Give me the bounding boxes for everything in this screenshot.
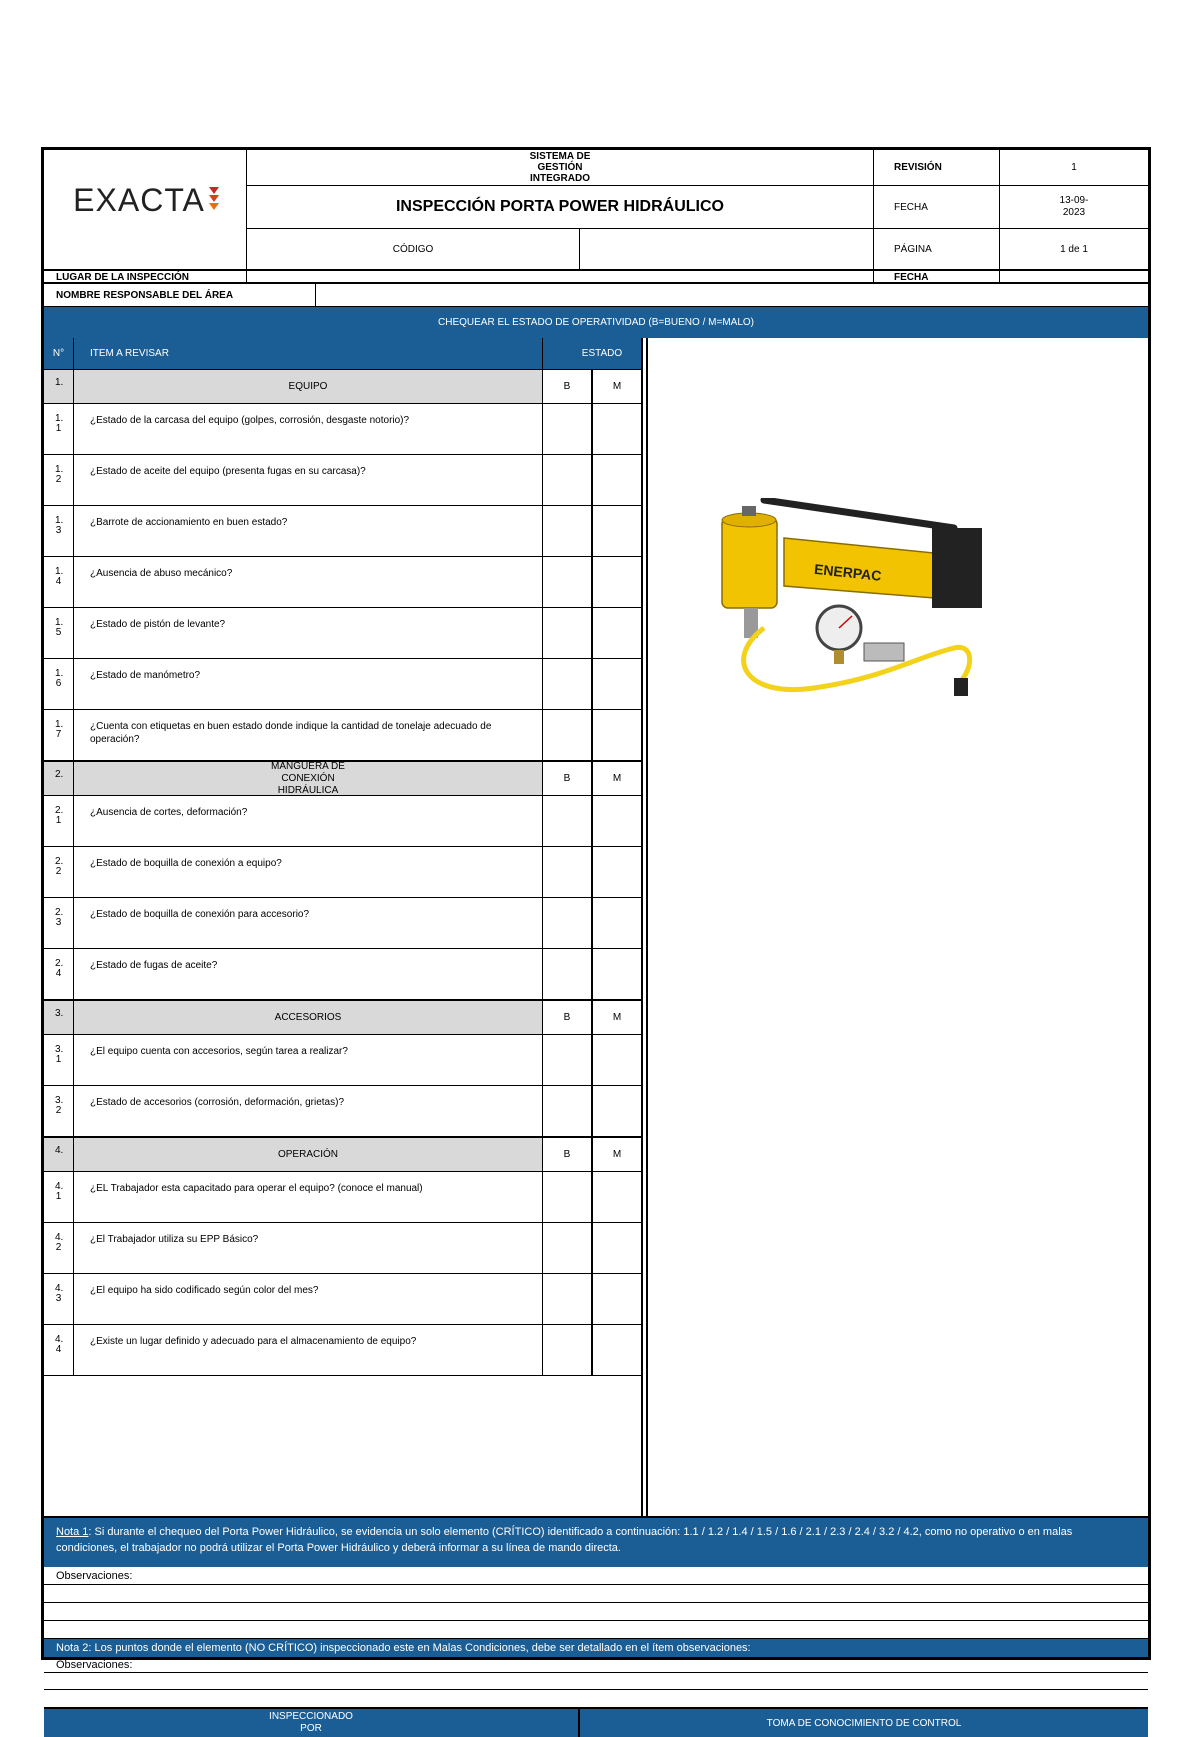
date-label: FECHA	[874, 186, 1000, 229]
status-m-checkbox[interactable]	[592, 1172, 641, 1223]
status-m-checkbox[interactable]	[592, 1086, 641, 1137]
logo-mark-icon	[207, 185, 221, 216]
col-no-header: N°	[44, 338, 74, 369]
item-question: ¿Estado de aceite del equipo (presenta fugas en su carcasa)?	[74, 455, 543, 506]
product-image	[704, 498, 1004, 718]
note-2: Nota 2: Los puntos donde el elemento (NO CRÍTICO) inspeccionado este en Malas Condiciones, debe ser detallado en el ítem observaciones:	[44, 1639, 1148, 1657]
item-number: 1.4	[44, 557, 74, 608]
observations-label: Observaciones:	[44, 1567, 1148, 1585]
col-status-header: ESTADO	[543, 338, 641, 369]
section-b-header: B	[543, 761, 592, 796]
item-number: 4.1	[44, 1172, 74, 1223]
observations-line-2[interactable]	[44, 1603, 1148, 1621]
item-number: 1.2	[44, 455, 74, 506]
system-name: SISTEMA DE GESTIÓN INTEGRADO	[247, 150, 874, 186]
status-m-checkbox[interactable]	[592, 1325, 641, 1376]
page-label: PÁGINA	[874, 229, 1000, 269]
status-b-checkbox[interactable]	[543, 1223, 592, 1274]
enerpac-logo: ENERPAC	[813, 560, 883, 584]
item-number: 1.5	[44, 608, 74, 659]
status-b-checkbox[interactable]	[543, 898, 592, 949]
status-b-checkbox[interactable]	[543, 1325, 592, 1376]
item-question: ¿Estado de fugas de aceite?	[74, 949, 543, 1000]
item-question: ¿Existe un lugar definido y adecuado para el almacenamiento de equipo?	[74, 1325, 543, 1376]
divider	[641, 338, 648, 1516]
item-question: ¿El equipo ha sido codificado según color del mes?	[74, 1274, 543, 1325]
status-m-checkbox[interactable]	[592, 659, 641, 710]
code-label: CÓDIGO	[247, 229, 580, 269]
status-m-checkbox[interactable]	[592, 404, 641, 455]
status-b-checkbox[interactable]	[543, 796, 592, 847]
status-b-checkbox[interactable]	[543, 659, 592, 710]
observations-line-3[interactable]	[44, 1621, 1148, 1639]
section-m-header: M	[592, 1000, 641, 1035]
revision-value: 1	[1000, 150, 1148, 186]
item-question: ¿Barrote de accionamiento en buen estado?	[74, 506, 543, 557]
status-m-checkbox[interactable]	[592, 898, 641, 949]
section-m-header: M	[592, 761, 641, 796]
item-question: ¿Estado de manómetro?	[74, 659, 543, 710]
item-number: 1.3	[44, 506, 74, 557]
logo-text: EXACTA	[73, 181, 205, 218]
status-b-checkbox[interactable]	[543, 1035, 592, 1086]
item-question: ¿Cuenta con etiquetas en buen estado donde indique la cantidad de tonelaje adecuado de operación?	[74, 710, 543, 761]
responsible-label: NOMBRE RESPONSABLE DEL ÁREA	[44, 284, 316, 307]
status-m-checkbox[interactable]	[592, 1223, 641, 1274]
item-question: ¿Estado de pistón de levante?	[74, 608, 543, 659]
item-question: ¿Estado de la carcasa del equipo (golpes, corrosión, desgaste notorio)?	[74, 404, 543, 455]
item-number: 1.7	[44, 710, 74, 761]
item-number: 2.3	[44, 898, 74, 949]
item-number: 3.2	[44, 1086, 74, 1137]
code-value[interactable]	[580, 229, 874, 269]
item-number: 4.3	[44, 1274, 74, 1325]
status-b-checkbox[interactable]	[543, 1172, 592, 1223]
item-number: 2.2	[44, 847, 74, 898]
status-b-checkbox[interactable]	[543, 455, 592, 506]
status-m-checkbox[interactable]	[592, 557, 641, 608]
responsible-field[interactable]	[316, 284, 1148, 307]
status-m-checkbox[interactable]	[592, 608, 641, 659]
section-b-header: B	[543, 369, 592, 404]
section-title: EQUIPO	[74, 369, 543, 404]
inspected-by: INSPECCIONADO POR	[44, 1709, 580, 1737]
item-number: 1.1	[44, 404, 74, 455]
item-question: ¿El equipo cuenta con accesorios, según tarea a realizar?	[74, 1035, 543, 1086]
status-b-checkbox[interactable]	[543, 949, 592, 1000]
item-question: ¿Ausencia de abuso mecánico?	[74, 557, 543, 608]
item-number: 1.6	[44, 659, 74, 710]
acknowledgement: TOMA DE CONOCIMIENTO DE CONTROL	[580, 1709, 1148, 1737]
place-field[interactable]	[247, 271, 874, 284]
observations-2-line-1[interactable]	[44, 1673, 1148, 1690]
col-item-header: ITEM A REVISAR	[74, 338, 543, 369]
note-1	[44, 1516, 1148, 1567]
status-b-checkbox[interactable]	[543, 1274, 592, 1325]
page-value: 1 de 1	[1060, 243, 1088, 255]
status-m-checkbox[interactable]	[592, 710, 641, 761]
item-question: ¿Ausencia de cortes, deformación?	[74, 796, 543, 847]
item-question: ¿Estado de accesorios (corrosión, deformación, grietas)?	[74, 1086, 543, 1137]
status-m-checkbox[interactable]	[592, 1035, 641, 1086]
status-m-checkbox[interactable]	[592, 796, 641, 847]
section-m-header: M	[592, 369, 641, 404]
observations-2-line-2[interactable]	[44, 1690, 1148, 1709]
info-date-label: FECHA	[874, 271, 1000, 284]
status-b-checkbox[interactable]	[543, 847, 592, 898]
section-b-header: B	[543, 1137, 592, 1172]
checklist	[44, 369, 641, 1516]
item-question: ¿Estado de boquilla de conexión para accesorio?	[74, 898, 543, 949]
status-m-checkbox[interactable]	[592, 506, 641, 557]
info-date-field[interactable]	[1000, 271, 1148, 284]
inspection-form	[41, 147, 1151, 1734]
status-m-checkbox[interactable]	[592, 1274, 641, 1325]
note-1-label: Nota 1	[56, 1526, 89, 1538]
observations-line-1[interactable]	[44, 1585, 1148, 1603]
section-title: MANGUERA DE CONEXIÓN HIDRÁULICA	[74, 761, 543, 796]
status-b-checkbox[interactable]	[543, 608, 592, 659]
status-b-checkbox[interactable]	[543, 404, 592, 455]
item-question: ¿EL Trabajador esta capacitado para operar el equipo? (conoce el manual)	[74, 1172, 543, 1223]
item-number: 4.2	[44, 1223, 74, 1274]
status-b-checkbox[interactable]	[543, 1086, 592, 1137]
section-number: 4.	[44, 1137, 74, 1172]
section-b-header: B	[543, 1000, 592, 1035]
check-banner: CHEQUEAR EL ESTADO DE OPERATIVIDAD (B=BUENO / M=MALO)	[44, 307, 1148, 338]
section-number: 1.	[44, 369, 74, 404]
form-title: INSPECCIÓN PORTA POWER HIDRÁULICO	[247, 186, 874, 229]
place-label: LUGAR DE LA INSPECCIÓN	[44, 271, 247, 284]
date-value: 13-09-2023	[1000, 186, 1148, 229]
item-number: 4.4	[44, 1325, 74, 1376]
status-b-checkbox[interactable]	[543, 557, 592, 608]
status-b-checkbox[interactable]	[543, 710, 592, 761]
section-title: ACCESORIOS	[74, 1000, 543, 1035]
status-b-checkbox[interactable]	[543, 506, 592, 557]
item-number: 3.1	[44, 1035, 74, 1086]
revision-label: REVISIÓN	[874, 150, 1000, 186]
status-m-checkbox[interactable]	[592, 949, 641, 1000]
section-number: 2.	[44, 761, 74, 796]
note-1-text: : Si durante el chequeo del Porta Power Hidráulico, se evidencia un solo elemento (CRÍTICO) identificado a continuación: 1.1 / 1.2 / 1.4 / 1.5 / 1.6 / 2.1 / 2.3 / 2.4 / 3.2 / 4.2, como no operativo o en malas condiciones, el trabajador no podrá utilizar el Porta Power Hidráulico y deberá informar a su línea de mando directa.	[56, 1526, 1073, 1554]
company-logo	[52, 180, 242, 220]
item-number: 2.4	[44, 949, 74, 1000]
status-m-checkbox[interactable]	[592, 455, 641, 506]
status-m-checkbox[interactable]	[592, 847, 641, 898]
section-number: 3.	[44, 1000, 74, 1035]
observations-2-label: Observaciones:	[44, 1657, 1148, 1673]
section-m-header: M	[592, 1137, 641, 1172]
logo-cell	[44, 150, 247, 269]
section-title: OPERACIÓN	[74, 1137, 543, 1172]
item-question: ¿Estado de boquilla de conexión a equipo?	[74, 847, 543, 898]
item-question: ¿El Trabajador utiliza su EPP Básico?	[74, 1223, 543, 1274]
item-number: 2.1	[44, 796, 74, 847]
